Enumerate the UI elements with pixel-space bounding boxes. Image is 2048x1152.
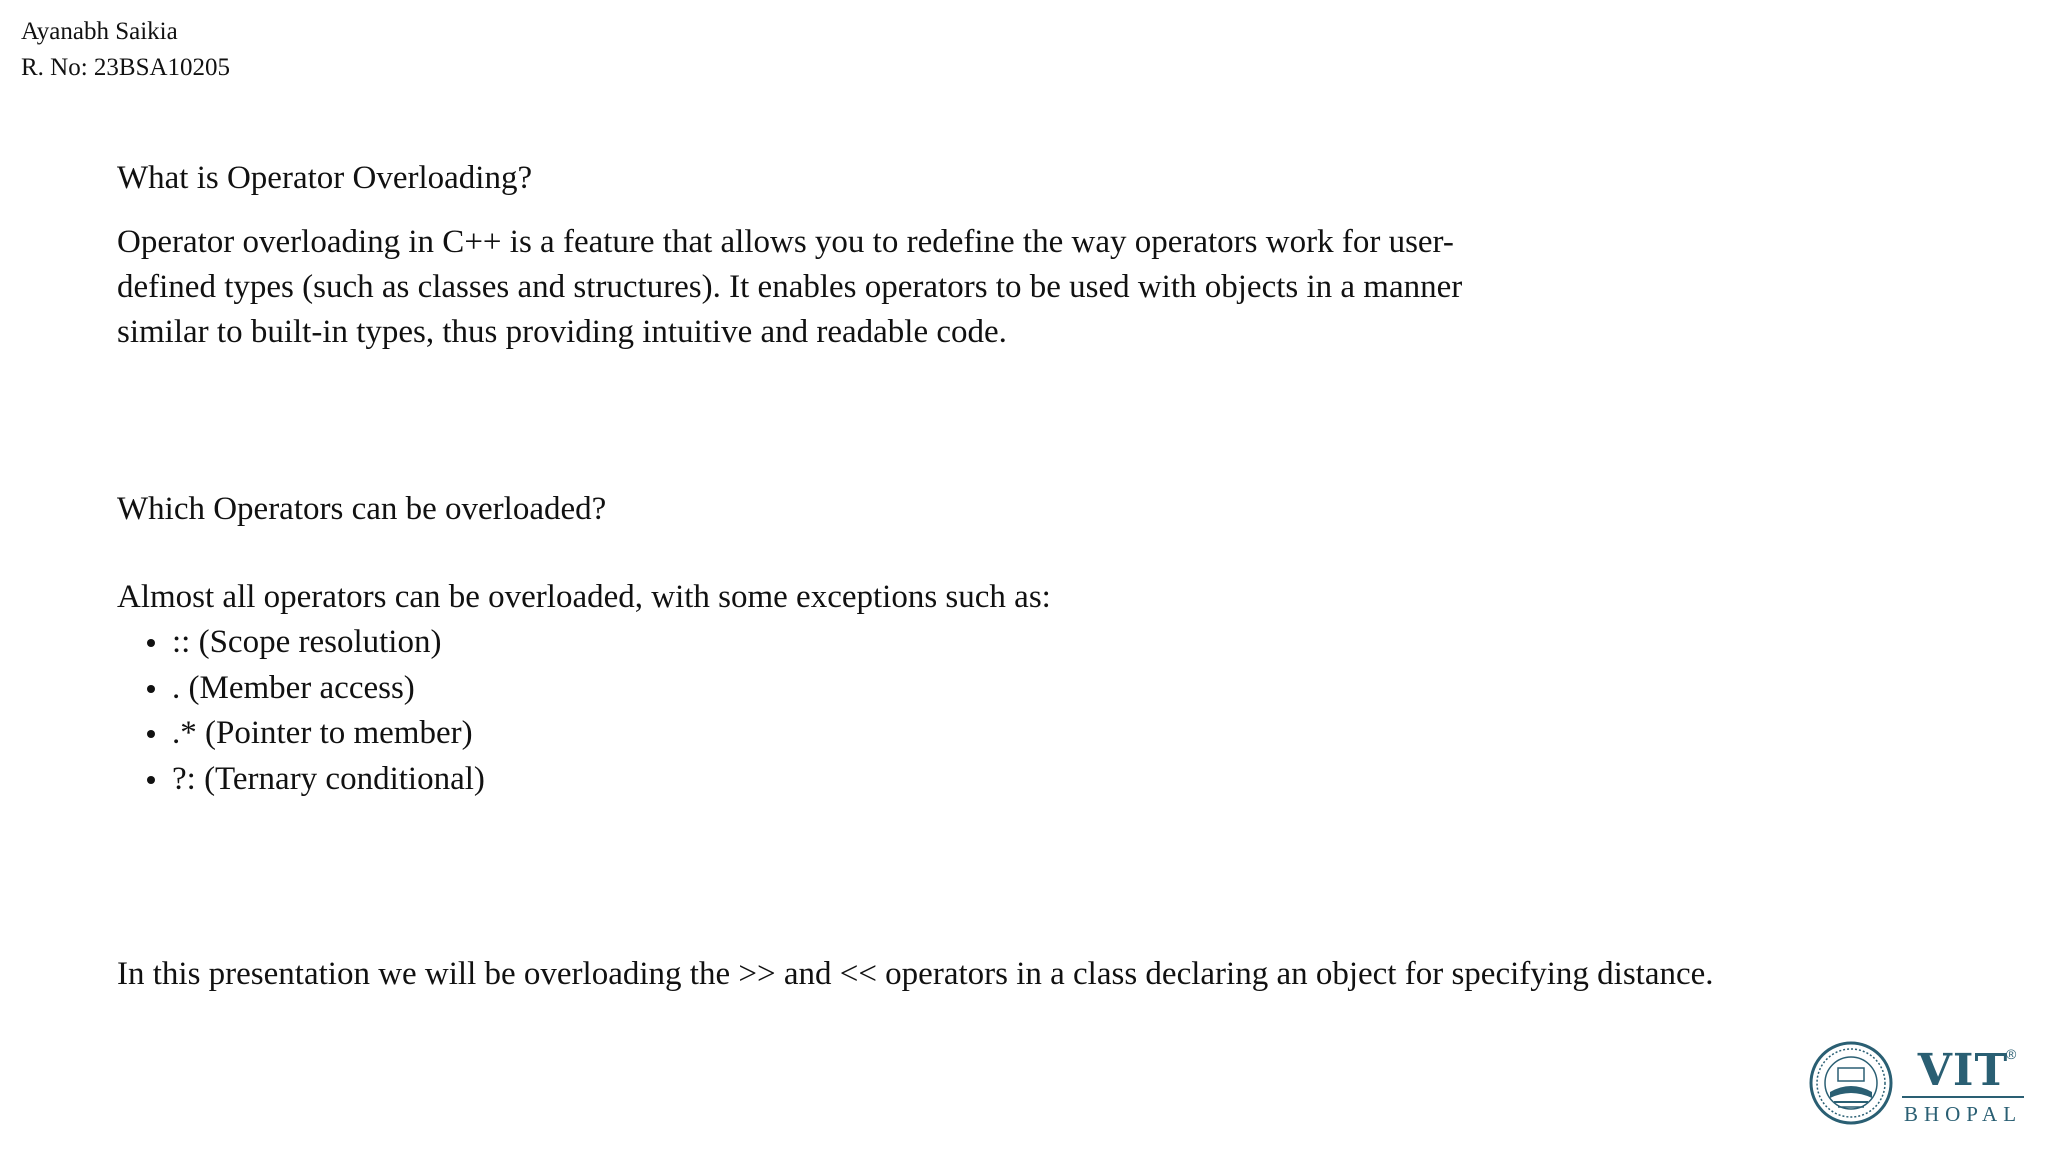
- paragraph-line: similar to built-in types, thus providing intuitive and readable code.: [117, 314, 1007, 350]
- registered-mark: ®: [2006, 1046, 2017, 1062]
- list-item-text: ?: (Ternary conditional): [172, 760, 485, 797]
- closing-statement: In this presentation we will be overloading the >> and << operators in a class declaring an object for specifying distance.: [117, 956, 1714, 992]
- registration-number: R. No: 23BSA10205: [21, 54, 231, 81]
- list-item: [117, 666, 485, 712]
- list-item-text: :: (Scope resolution): [172, 624, 442, 660]
- brand-sub-text: BHOPAL: [1903, 1102, 2023, 1126]
- brand-wordmark: [1898, 1045, 2028, 1126]
- definition-paragraph: [117, 220, 1677, 355]
- bullet-icon: [147, 685, 155, 693]
- list-item-text: .* (Pointer to member): [172, 715, 473, 751]
- author-name: Ayanabh Saikia: [21, 18, 178, 45]
- vit-bhopal-logo: [1808, 1040, 2028, 1128]
- section-heading-overloadable-operators: Which Operators can be overloaded?: [117, 491, 607, 527]
- bullet-icon: [147, 776, 155, 784]
- list-item: [117, 711, 485, 757]
- exceptions-intro: Almost all operators can be overloaded, with some exceptions such as:: [117, 579, 1051, 615]
- list-item: [117, 757, 485, 803]
- university-seal-icon: [1808, 1040, 1894, 1126]
- list-item: [117, 620, 485, 666]
- paragraph-line: Operator overloading in C++ is a feature that allows you to redefine the way operators work for user-: [117, 224, 1454, 260]
- paragraph-line: defined types (such as classes and structures). It enables operators to be used with objects in a manner: [117, 269, 1463, 305]
- list-item-text: . (Member access): [172, 669, 415, 706]
- section-heading-operator-overloading: What is Operator Overloading?: [117, 160, 533, 196]
- exceptions-list: [117, 620, 485, 802]
- bullet-icon: [147, 730, 155, 738]
- bullet-icon: [147, 639, 155, 647]
- brand-main-text: VIT: [1917, 1045, 2009, 1096]
- author-block: [21, 14, 230, 86]
- brand-divider: [1902, 1096, 2024, 1098]
